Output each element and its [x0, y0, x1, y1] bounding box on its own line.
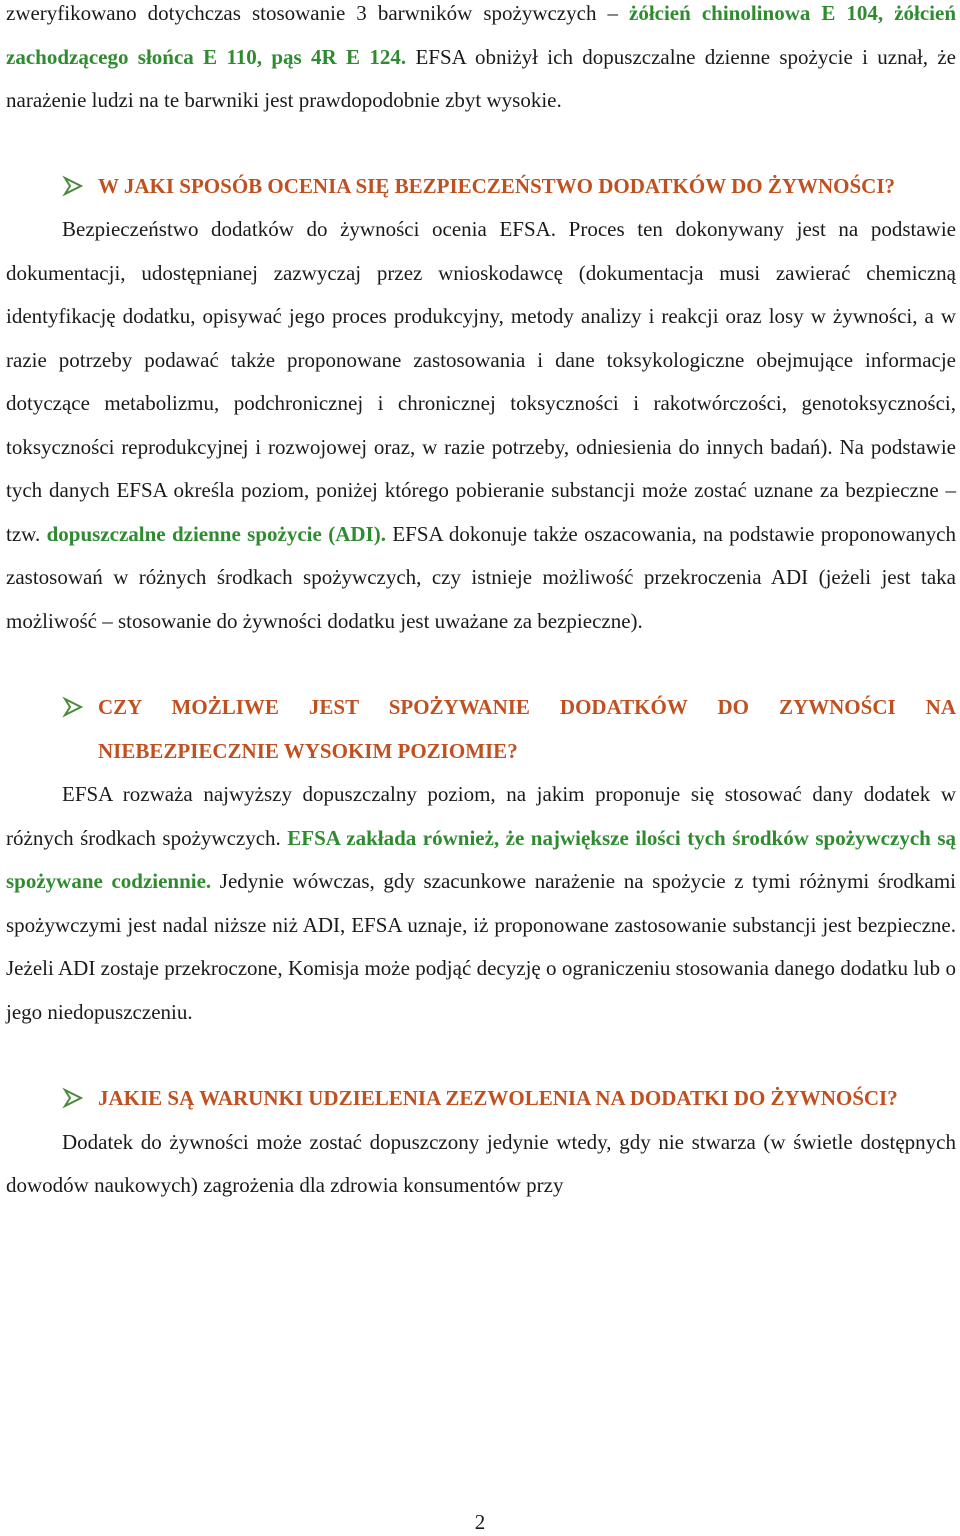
- section-heading-1: [6, 165, 956, 209]
- section-heading-1-text: W JAKI SPOSÓB OCENIA SIĘ BEZPIECZEŃSTWO DODATKÓW DO ŻYWNOŚCI?: [98, 173, 896, 198]
- intro-text: zweryfikowano dotychczas stosowanie 3 barwników spożywczych –: [6, 1, 629, 25]
- section-heading-2-text: CZY MOŻLIWE JEST SPOŻYWANIE DODATKÓW DO ZYWNOŚCI NA NIEBEZPIECZNIE WYSOKIM POZIOMIE?: [98, 695, 956, 763]
- section-2-text-end: Jedynie wówczas, gdy szacunkowe narażenie na spożycie z tymi różnymi środkami spożywczymi jest nadal niższe niż ADI, EFSA uznaje, iż proponowane zastosowanie substancji jest bezpieczne. Jeżeli ADI zostaje przekroczone, Komisja może podjąć decyzję o ograniczeniu stosowania danego dodatku lub o jego niedopuszczeniu.: [6, 869, 957, 1024]
- section-2-text: EFSA rozważa najwyższy dopuszczalny poziom, na jakim proponuje się stosować dany dodatek w różnych środkach spożywczych.: [6, 782, 956, 850]
- section-1-text: Bezpieczeństwo dodatków do żywności ocenia EFSA. Proces ten dokonywany jest na podstawie dokumentacji, udostępnianej zazwyczaj przez wnioskodawcę (dokumentacja musi zawierać chemiczną identyfikację dodatku, opisywać jego proces produkcyjny, metody analizy i reakcji oraz losy w żywności, a w razie potrzeby podawać także proponowane zastosowania i dane toksykologiczne obejmujące informacje dotyczące metabolizmu, podchronicznej i chronicznej toksyczności i rakotwórczości, genotoksyczności, toksyczności reprodukcyjnej i rozwojowej oraz, w razie potrzeby, odniesienia do innych badań). Na podstawie tych danych EFSA określa poziom, poniżej którego pobieranie substancji może zostać uznane za bezpieczne – tzw.: [6, 217, 956, 546]
- arrow-bullet-icon: [62, 696, 84, 718]
- page-number: 2: [474, 1510, 486, 1534]
- section-heading-3-text: JAKIE SĄ WARUNKI UDZIELENIA ZEZWOLENIA NA DODATKI DO ŻYWNOŚCI?: [98, 1086, 898, 1110]
- section-1-text-end: EFSA dokonuje także oszacowania, na podstawie proponowanych zastosowań w różnych środkach spożywczych, czy istnieje możliwość przekroczenia ADI (jeżeli jest taka możliwość – stosowanie do żywności dodatku jest uważane za bezpieczne).: [6, 521, 956, 633]
- intro-highlight: żółcień chinolinowa E 104, żółcień zachodzącego słońca E 110, pąs 4R E 124.: [6, 1, 957, 69]
- intro-paragraph: [6, 0, 956, 123]
- section-heading-3: [6, 1077, 956, 1121]
- section-1-paragraph: [6, 208, 956, 643]
- section-3-text: Dodatek do żywności może zostać dopuszczony jedynie wtedy, gdy nie stwarza (w świetle dostępnych dowodów naukowych) zagrożenia dla zdrowia konsumentów przy: [6, 1129, 956, 1197]
- section-heading-2: [6, 686, 956, 773]
- arrow-bullet-icon: [62, 1087, 84, 1109]
- adi-highlight: dopuszczalne dzienne spożycie (ADI).: [46, 521, 386, 546]
- intro-text-end: EFSA obniżył ich dopuszczalne dzienne spożycie i uznał, że narażenie ludzi na te barwniki jest prawdopodobnie zbyt wysokie.: [6, 44, 957, 112]
- section-3-paragraph: [6, 1121, 956, 1208]
- arrow-bullet-icon: [62, 175, 84, 197]
- document-page: [6, 0, 956, 1208]
- section-2-highlight: EFSA zakłada również, że największe ilości tych środków spożywczych są spożywane codziennie.: [6, 825, 956, 893]
- section-2-paragraph: [6, 773, 956, 1034]
